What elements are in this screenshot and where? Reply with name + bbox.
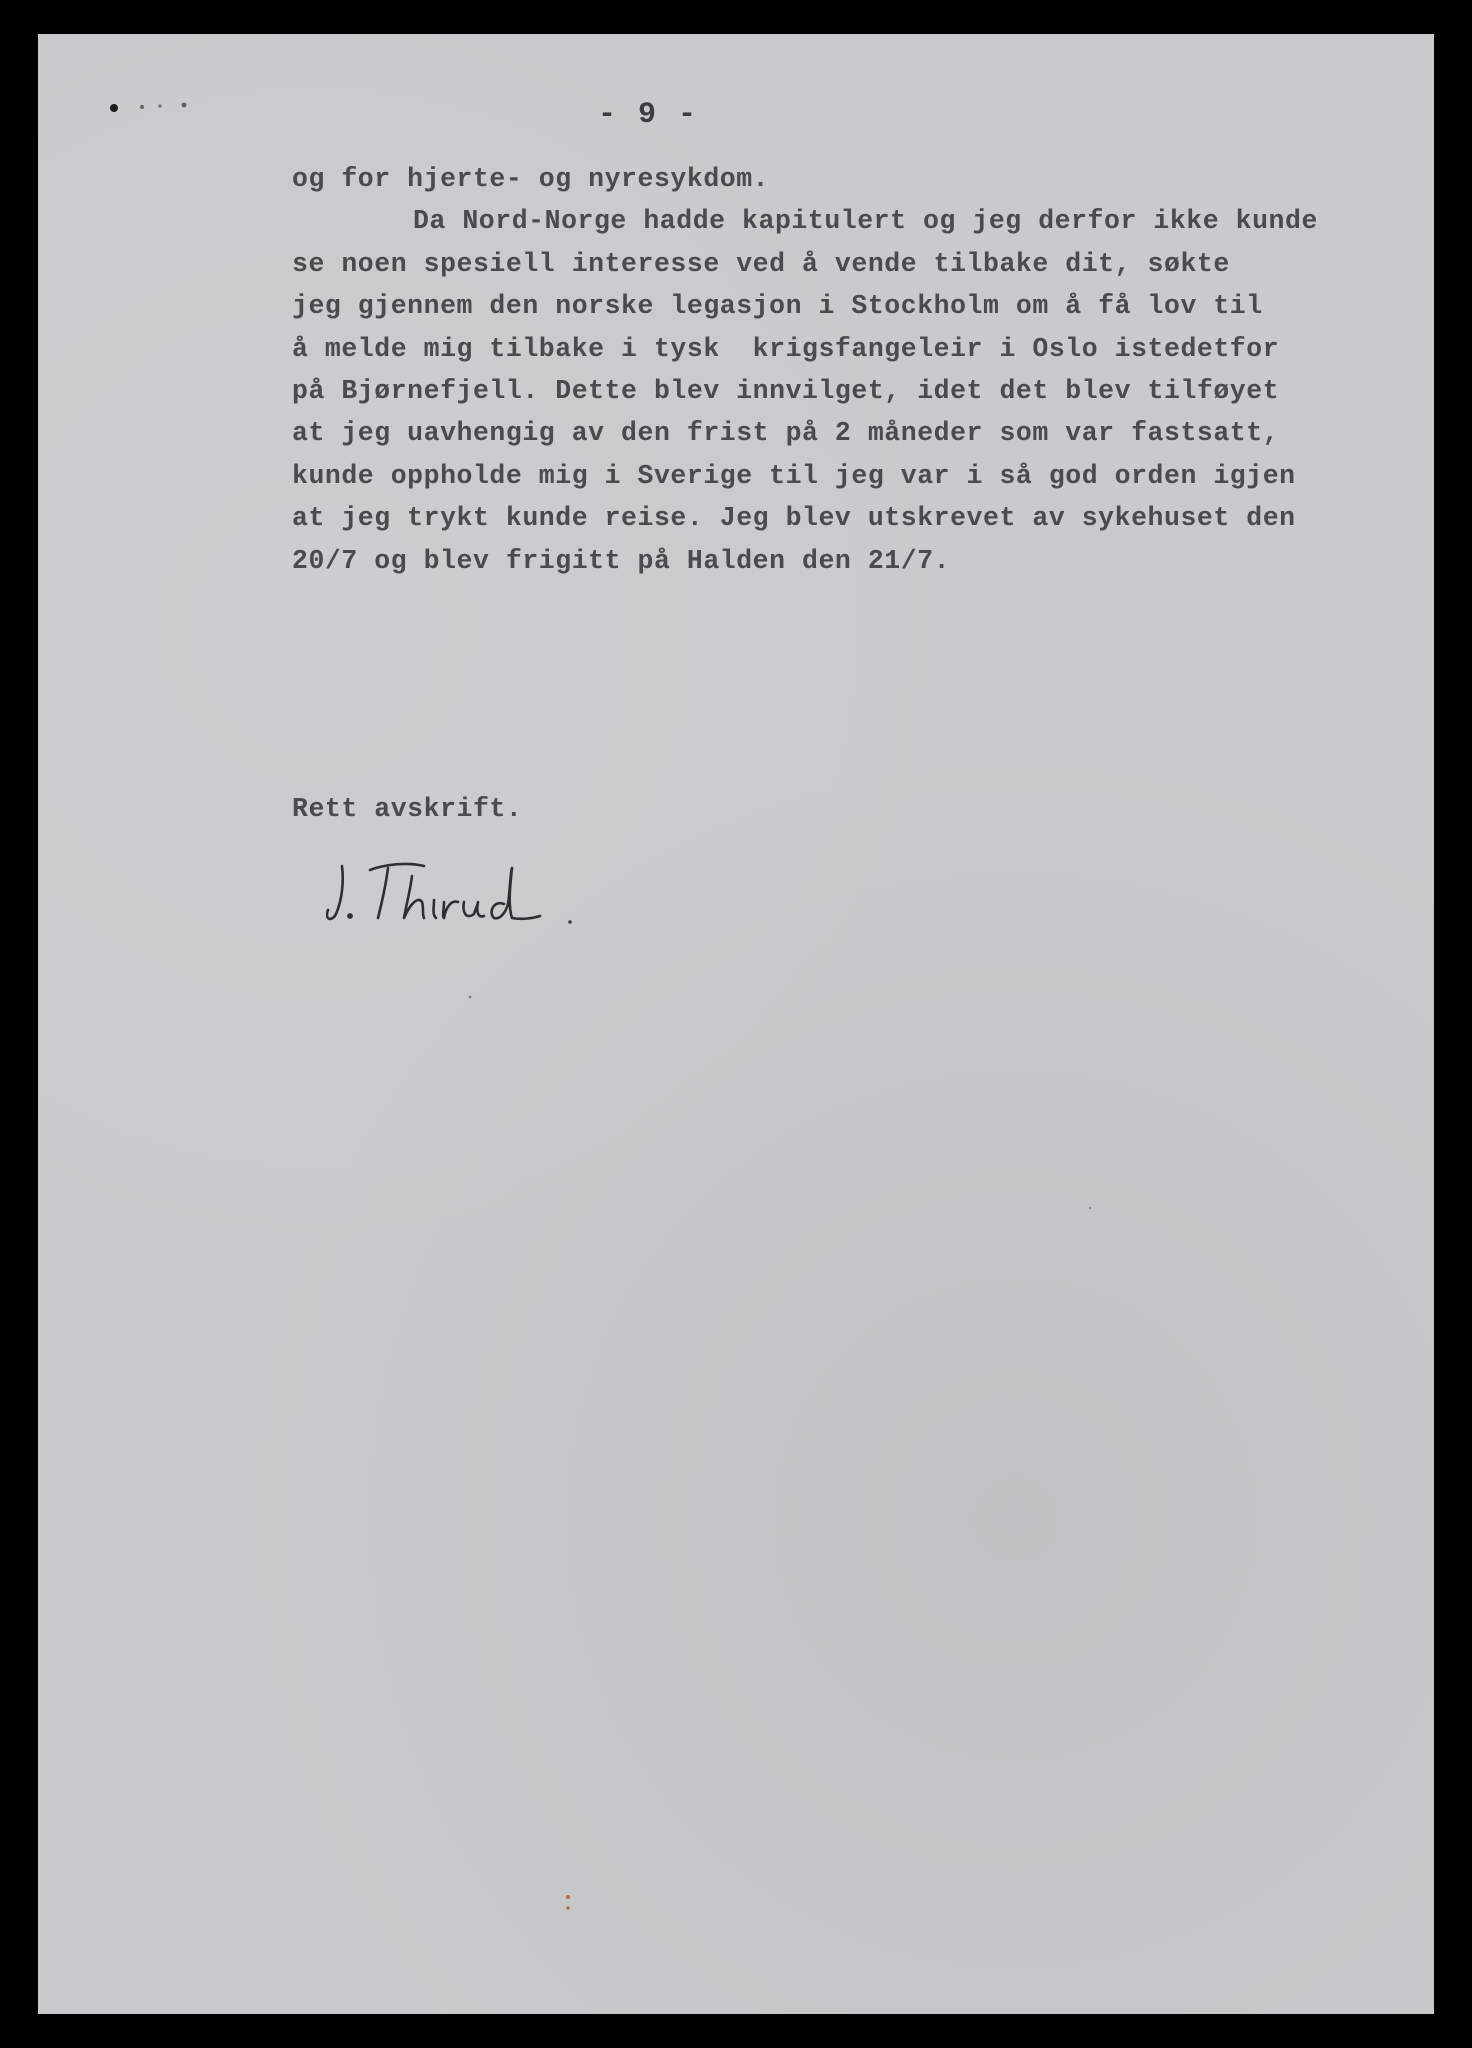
text-line: kunde oppholde mig i Sverige til jeg var i så god orden igjen [292,460,1296,491]
text-line: se noen spesiell interesse ved å vende tilbake dit, søkte [292,248,1230,279]
page-number: - 9 - [598,98,699,132]
text-line: å melde mig tilbake i tysk krigsfangeleir i Oslo istedetfor [292,333,1280,364]
text-line: 20/7 og blev frigitt på Halden den 21/7. [292,545,951,576]
punch-hole-marks [108,98,208,118]
handwritten-signature [326,856,596,928]
text-line: Da Nord-Norge hadde kapitulert og jeg derfor ikke kunde [413,206,1318,237]
text-line: at jeg uavhengig av den frist på 2 måneder som var fastsatt, [292,418,1280,449]
text-line: at jeg trykt kunde reise. Jeg blev utskrevet av sykehuset den [292,503,1296,534]
text-line: jeg gjennem den norske legasjon i Stockholm om å få lov til [292,291,1263,322]
text-line: på Bjørnefjell. Dette blev innvilget, idet det blev tilføyet [292,375,1280,406]
body-text [292,158,1382,582]
closing-remark: Rett avskrift. [292,794,523,824]
text-line: og for hjerte- og nyresykdom. [292,164,770,194]
